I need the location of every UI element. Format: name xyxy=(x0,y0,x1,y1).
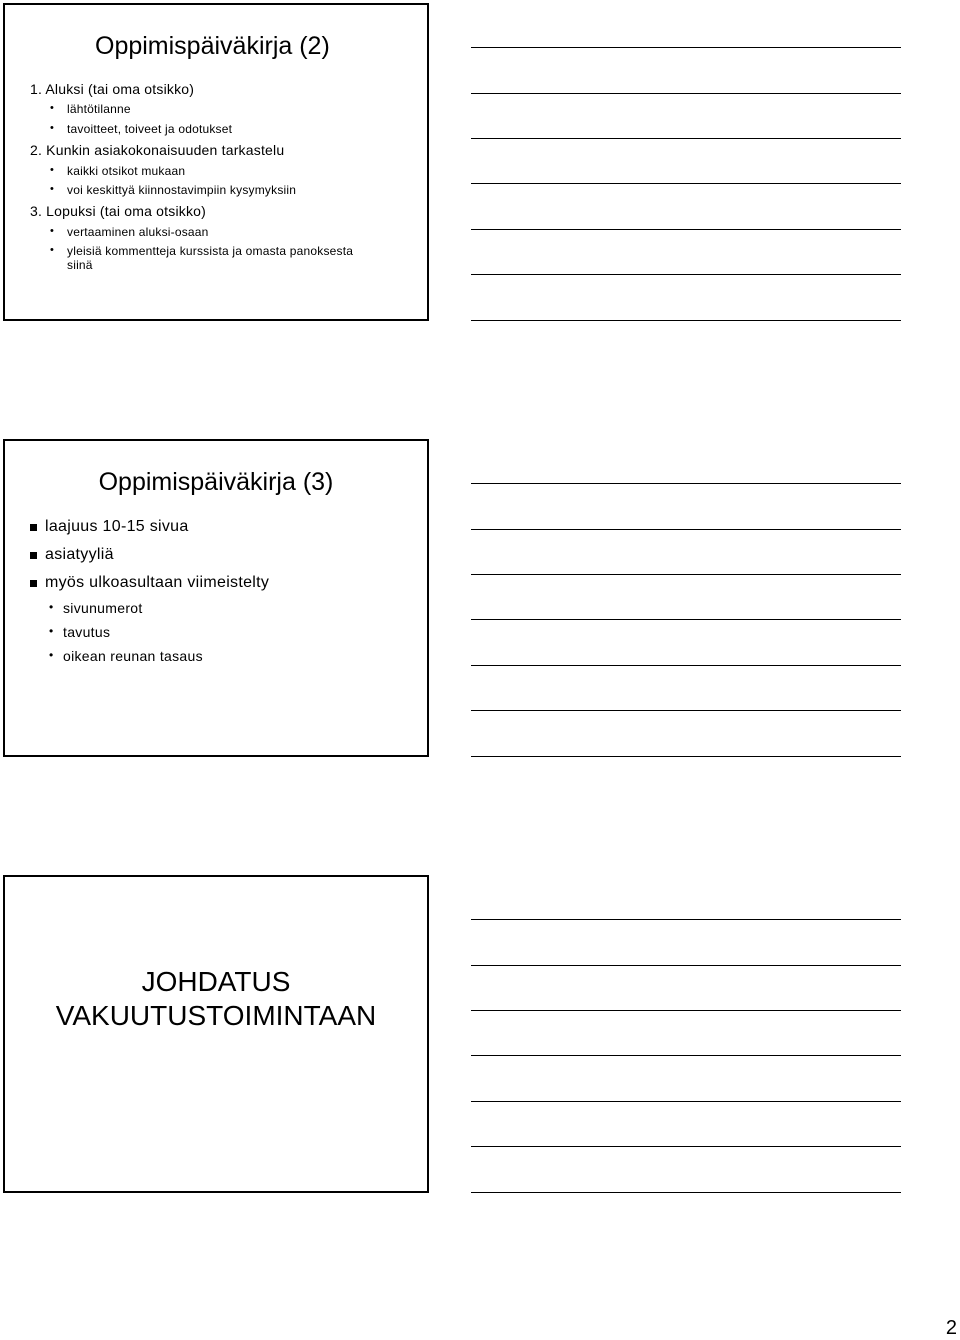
slide-2-item-3: • sivunumerot xyxy=(49,600,143,616)
slide-1-item-5: • voi keskittyä kiinnostavimpiin kysymyksiin xyxy=(50,183,297,197)
note-line xyxy=(471,183,901,184)
square-bullet-icon xyxy=(30,524,37,531)
square-bullet-icon xyxy=(30,552,37,559)
note-line xyxy=(471,574,901,575)
note-line xyxy=(471,1010,901,1011)
slide-1-item-2: • tavoitteet, toiveet ja odotukset xyxy=(50,122,233,136)
note-line xyxy=(471,619,901,620)
page-number: 2 xyxy=(945,1317,957,1339)
slide-2-item-4: • tavutus xyxy=(49,624,111,640)
bullet-icon: • xyxy=(50,244,55,256)
note-line xyxy=(471,138,901,139)
slide-3-title-line-2: VAKUUTUSTOIMINTAAN xyxy=(55,1000,377,1031)
note-line xyxy=(471,320,901,321)
slide-3-title xyxy=(5,965,427,1033)
bullet-icon: • xyxy=(49,600,54,614)
square-bullet-icon xyxy=(30,580,37,587)
slide-2-item-0: laajuus 10-15 sivua xyxy=(45,518,189,536)
slide-1-title: Oppimispäiväkirja (2) xyxy=(95,32,330,60)
slide-1-item-3: 2. Kunkin asiakokonaisuuden tarkastelu xyxy=(30,142,285,158)
slide-3-title-line-1: JOHDATUS xyxy=(141,966,291,997)
bullet-icon: • xyxy=(50,225,55,237)
slide-2-title: Oppimispäiväkirja (3) xyxy=(98,468,334,496)
slide-3 xyxy=(3,875,429,1193)
slide-2-item-1: asiatyyliä xyxy=(45,546,114,564)
slide-1-item-0: 1. Aluksi (tai oma otsikko) xyxy=(30,81,195,97)
slide-1-item-7: • vertaaminen aluksi-osaan xyxy=(50,225,209,239)
slide-1-item-8: • yleisiä kommentteja kurssista ja omasta panoksesta xyxy=(50,244,354,258)
slide-1-item-6: 3. Lopuksi (tai oma otsikko) xyxy=(30,203,207,219)
note-line xyxy=(471,1055,901,1056)
bullet-icon: • xyxy=(49,648,54,662)
note-line xyxy=(471,919,901,920)
slide-2-item-5: • oikean reunan tasaus xyxy=(49,648,203,664)
slide-1 xyxy=(3,3,429,321)
note-line xyxy=(471,756,901,757)
note-line xyxy=(471,1146,901,1147)
note-line xyxy=(471,47,901,48)
bullet-icon: • xyxy=(50,164,55,176)
slide-2 xyxy=(3,439,429,757)
note-line xyxy=(471,665,901,666)
bullet-icon: • xyxy=(50,102,55,114)
note-line xyxy=(471,229,901,230)
note-line xyxy=(471,274,901,275)
note-line xyxy=(471,1101,901,1102)
note-line xyxy=(471,93,901,94)
bullet-icon: • xyxy=(49,624,54,638)
note-line xyxy=(471,710,901,711)
slide-2-item-2: myös ulkoasultaan viimeistelty xyxy=(45,574,269,592)
slide-1-item-4: • kaikki otsikot mukaan xyxy=(50,164,186,178)
bullet-icon: • xyxy=(50,183,55,195)
slide-1-item-9: siinä xyxy=(67,258,93,272)
bullet-icon: • xyxy=(50,122,55,134)
note-line xyxy=(471,1192,901,1193)
note-line xyxy=(471,483,901,484)
note-line xyxy=(471,529,901,530)
slide-1-item-1: • lähtötilanne xyxy=(50,102,131,116)
note-line xyxy=(471,965,901,966)
